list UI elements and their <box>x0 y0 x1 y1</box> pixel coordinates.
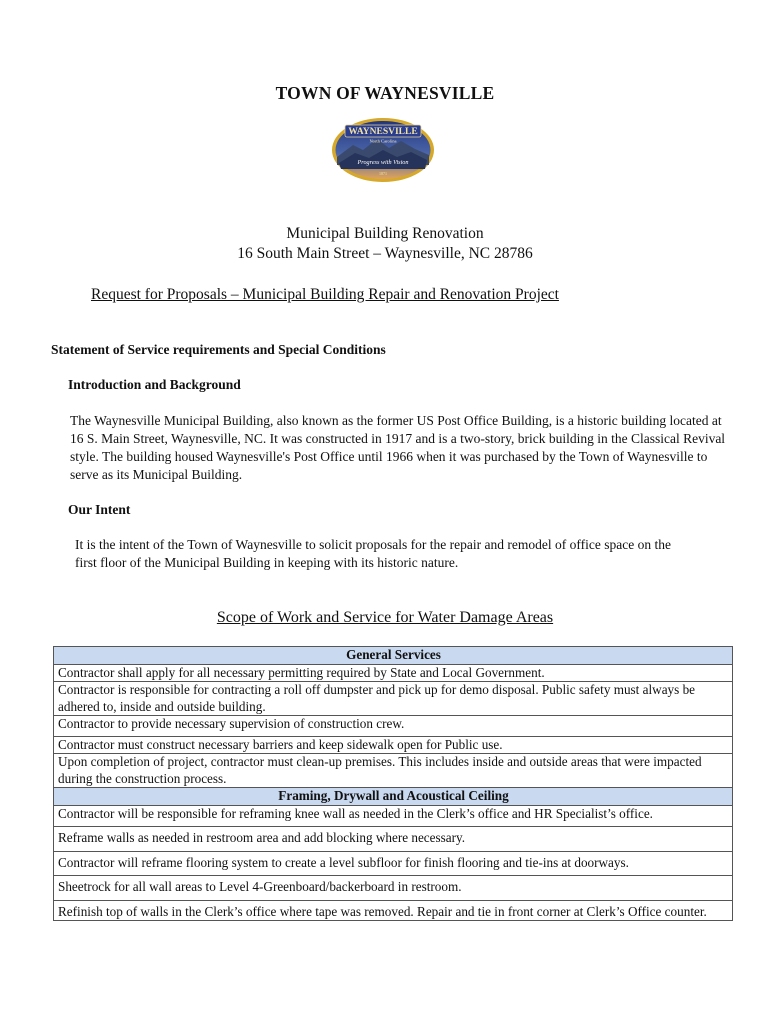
scope-table <box>53 646 733 921</box>
table-cell: Sheetrock for all wall areas to Level 4-Greenboard/backerboard in restroom. <box>54 876 733 901</box>
seal-year-text: 1871 <box>379 171 387 176</box>
seal-motto-text: Progress with Vision <box>357 159 409 166</box>
table-cell: Contractor will reframe flooring system to create a level subfloor for finish flooring and tie-ins at doorways. <box>54 851 733 876</box>
table-row <box>54 876 733 901</box>
table-cell: Contractor will be responsible for reframing knee wall as needed in the Clerk’s office and HR Specialist’s office. <box>54 805 733 827</box>
intent-heading: Our Intent <box>68 502 131 517</box>
table-row <box>54 716 733 737</box>
project-name: Municipal Building Renovation <box>286 225 484 242</box>
table-row <box>54 900 733 921</box>
intro-paragraph: The Waynesville Municipal Building, also known as the former US Post Office Building, is a historic building located at 16 S. Main Street, Waynesville, NC. It was constructed in 1917 and is a two-story, brick building in the Classical Revival style. The building housed Waynesville's Post Office until 1966 when it was purchased by the Town of Waynesville to serve as its Municipal Building. <box>70 413 726 482</box>
table-row <box>54 754 733 788</box>
seal-state-text: North Carolina <box>369 138 397 144</box>
town-seal-logo <box>331 117 435 183</box>
intent-paragraph: It is the intent of the Town of Waynesville to solicit proposals for the repair and remodel of office space on the first floor of the Municipal Building in keeping with its historic nature. <box>75 537 671 570</box>
section-heading: General Services <box>54 647 733 665</box>
table-row <box>54 827 733 852</box>
rfp-title: Request for Proposals – Municipal Building Repair and Renovation Project <box>91 286 559 303</box>
table-section-header <box>54 788 733 806</box>
table-cell: Contractor to provide necessary supervision of construction crew. <box>54 716 733 737</box>
project-address: 16 South Main Street – Waynesville, NC 28786 <box>237 245 533 262</box>
section-heading: Framing, Drywall and Acoustical Ceiling <box>54 788 733 806</box>
seal-name-text: WAYNESVILLE <box>348 127 418 137</box>
statement-heading: Statement of Service requirements and Special Conditions <box>51 342 386 357</box>
table-cell: Upon completion of project, contractor must clean-up premises. This includes inside and outside areas that were impacted during the construction process. <box>54 754 733 788</box>
table-cell: Refinish top of walls in the Clerk’s office where tape was removed. Repair and tie in front corner at Clerk’s Office counter. <box>54 900 733 921</box>
table-row <box>54 664 733 682</box>
table-cell: Contractor shall apply for all necessary permitting required by State and Local Government. <box>54 664 733 682</box>
table-row <box>54 682 733 716</box>
document-title: TOWN OF WAYNESVILLE <box>275 83 495 103</box>
table-row <box>54 805 733 827</box>
table-row <box>54 851 733 876</box>
table-cell: Contractor must construct necessary barriers and keep sidewalk open for Public use. <box>54 736 733 754</box>
table-cell: Reframe walls as needed in restroom area and add blocking where necessary. <box>54 827 733 852</box>
table-section-header <box>54 647 733 665</box>
intro-heading: Introduction and Background <box>68 377 241 392</box>
table-cell: Contractor is responsible for contracting a roll off dumpster and pick up for demo disposal. Public safety must always be adhered to, inside and outside building. <box>54 682 733 716</box>
scope-title: Scope of Work and Service for Water Damage Areas <box>216 609 554 626</box>
table-row <box>54 736 733 754</box>
